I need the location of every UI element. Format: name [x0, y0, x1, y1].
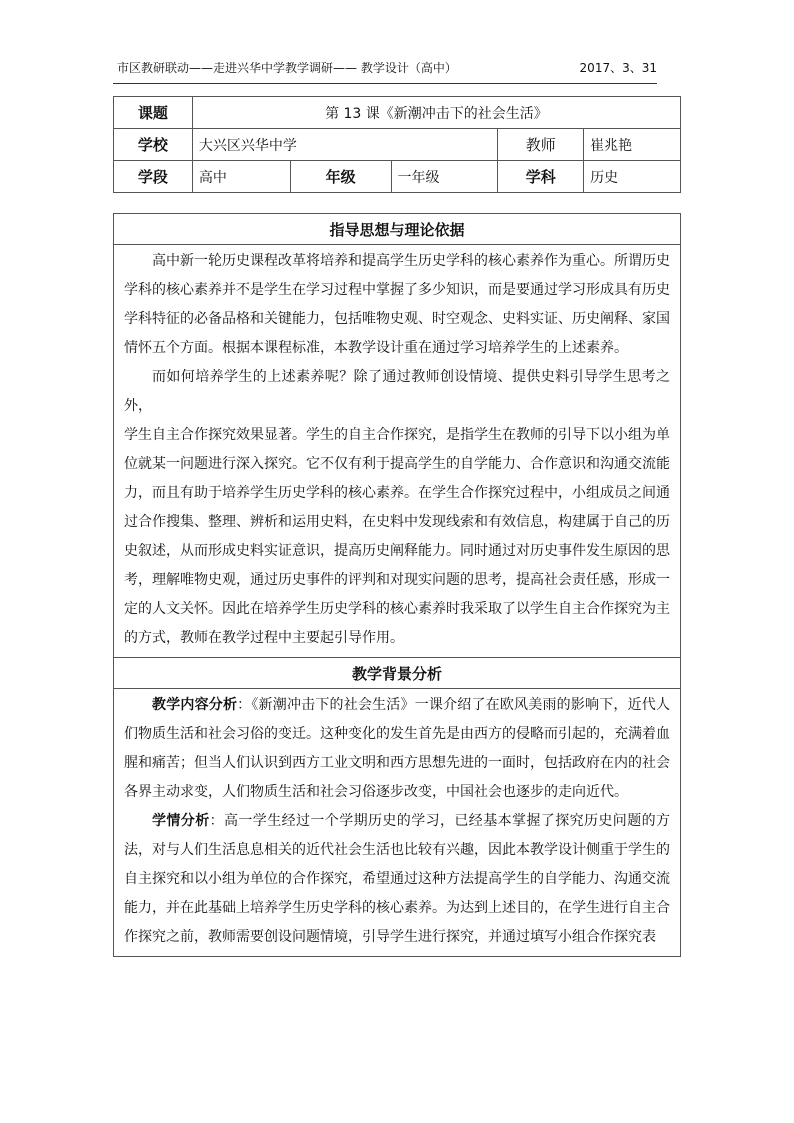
table-row — [114, 214, 681, 245]
guide-paragraph-2: 而如何培养学生的上述素养呢？除了通过教师创设情境、提供史料引导学生思考之外， — [124, 369, 670, 414]
student-analysis-label: 学情分析 — [152, 813, 210, 829]
guide-section-content — [114, 245, 681, 658]
header-date: 2017、3、31 — [579, 61, 657, 75]
guide-paragraph-1: 高中新一轮历史课程改革将培养和提高学生历史学科的核心素养作为重心。所谓历史学科的核心素养并不是学生在学习过程中掌握了多少知识，而是要通过学习形成具有历史学科特征的必备品格和关键能力，包括唯物史观、时空观念、史料实证、历史阐释、家国情怀五个方面。根据本课程标准，本教学设计重在通过学习培养学生的上述素养。 — [124, 253, 670, 356]
stage-value: 高中 — [192, 161, 290, 193]
background-section-content — [114, 689, 681, 957]
content-analysis-paragraph — [124, 691, 670, 807]
table-row — [114, 97, 681, 129]
guide-paragraph-3: 学生自主合作探究效果显著。学生的自主合作探究，是指学生在教师的引导下以小组为单位就某一问题进行深入探究。它不仅有利于提高学生的自学能力、合作意识和沟通交流能力，而且有助于培养学生历史学科的核心素养。在学生合作探究过程中，小组成员之间通过合作搜集、整理、辨析和运用史料，在史料中发现线索和有效信息，构建属于自己的历史叙述，从而形成史料实证意识，提高历史阐释能力。同时通过对历史事件发生原因的思考，理解唯物史观，通过历史事件的评判和对现实问题的思考，提高社会责任感，形成一定的人文关怀。因此在培养学生历史学科的核心素养时我采取了以学生自主合作探究为主的方式，教师在教学过程中主要起引导作用。 — [124, 427, 670, 646]
grade-label: 年级 — [290, 161, 391, 193]
table-row — [114, 161, 681, 193]
content-analysis-label: 教学内容分析 — [152, 697, 238, 713]
background-section-title: 教学背景分析 — [114, 658, 681, 689]
subject-label: 学科 — [498, 161, 584, 193]
subject-value: 历史 — [584, 161, 681, 193]
student-analysis-paragraph — [124, 807, 670, 952]
course-info-table — [113, 96, 681, 193]
header-title: 市区教研联动——走进兴华中学教学调研—— 教学设计（高中） — [117, 61, 457, 75]
teacher-value: 崔兆艳 — [584, 129, 681, 161]
page-header — [113, 53, 657, 84]
school-label: 学校 — [114, 129, 193, 161]
teacher-label: 教师 — [498, 129, 584, 161]
table-row — [114, 689, 681, 957]
design-content-table — [113, 213, 681, 957]
guide-section-title: 指导思想与理论依据 — [114, 214, 681, 245]
grade-value: 一年级 — [391, 161, 498, 193]
stage-label: 学段 — [114, 161, 193, 193]
topic-label: 课题 — [114, 97, 193, 129]
table-row — [114, 129, 681, 161]
table-row — [114, 245, 681, 658]
table-row — [114, 658, 681, 689]
student-analysis-text: ：高一学生经过一个学期历史的学习，已经基本掌握了探究历史问题的方法，对与人们生活息息相关的近代社会生活也比较有兴趣，因此本教学设计侧重于学生的自主探究和以小组为单位的合作探究，希望通过这种方法提高学生的自学能力、沟通交流能力，并在此基础上培养学生历史学科的核心素养。为达到上述目的，在学生进行自主合作探究之前，教师需要创设问题情境，引导学生进行探究，并通过填写小组合作探究表 — [124, 813, 671, 945]
topic-value: 第 13 课《新潮冲击下的社会生活》 — [192, 97, 680, 129]
school-value: 大兴区兴华中学 — [192, 129, 497, 161]
content-analysis-text: ：《新潮冲击下的社会生活》一课介绍了在欧风美雨的影响下，近代人们物质生活和社会习俗的变迁。这种变化的发生首先是由西方的侵略而引起的，充满着血腥和痛苦；但当人们认识到西方工业文明和西方思想先进的一面时，包括政府在内的社会各界主动求变，人们物质生活和社会习俗逐步改变，中国社会也逐步的走向近代。 — [124, 697, 671, 800]
